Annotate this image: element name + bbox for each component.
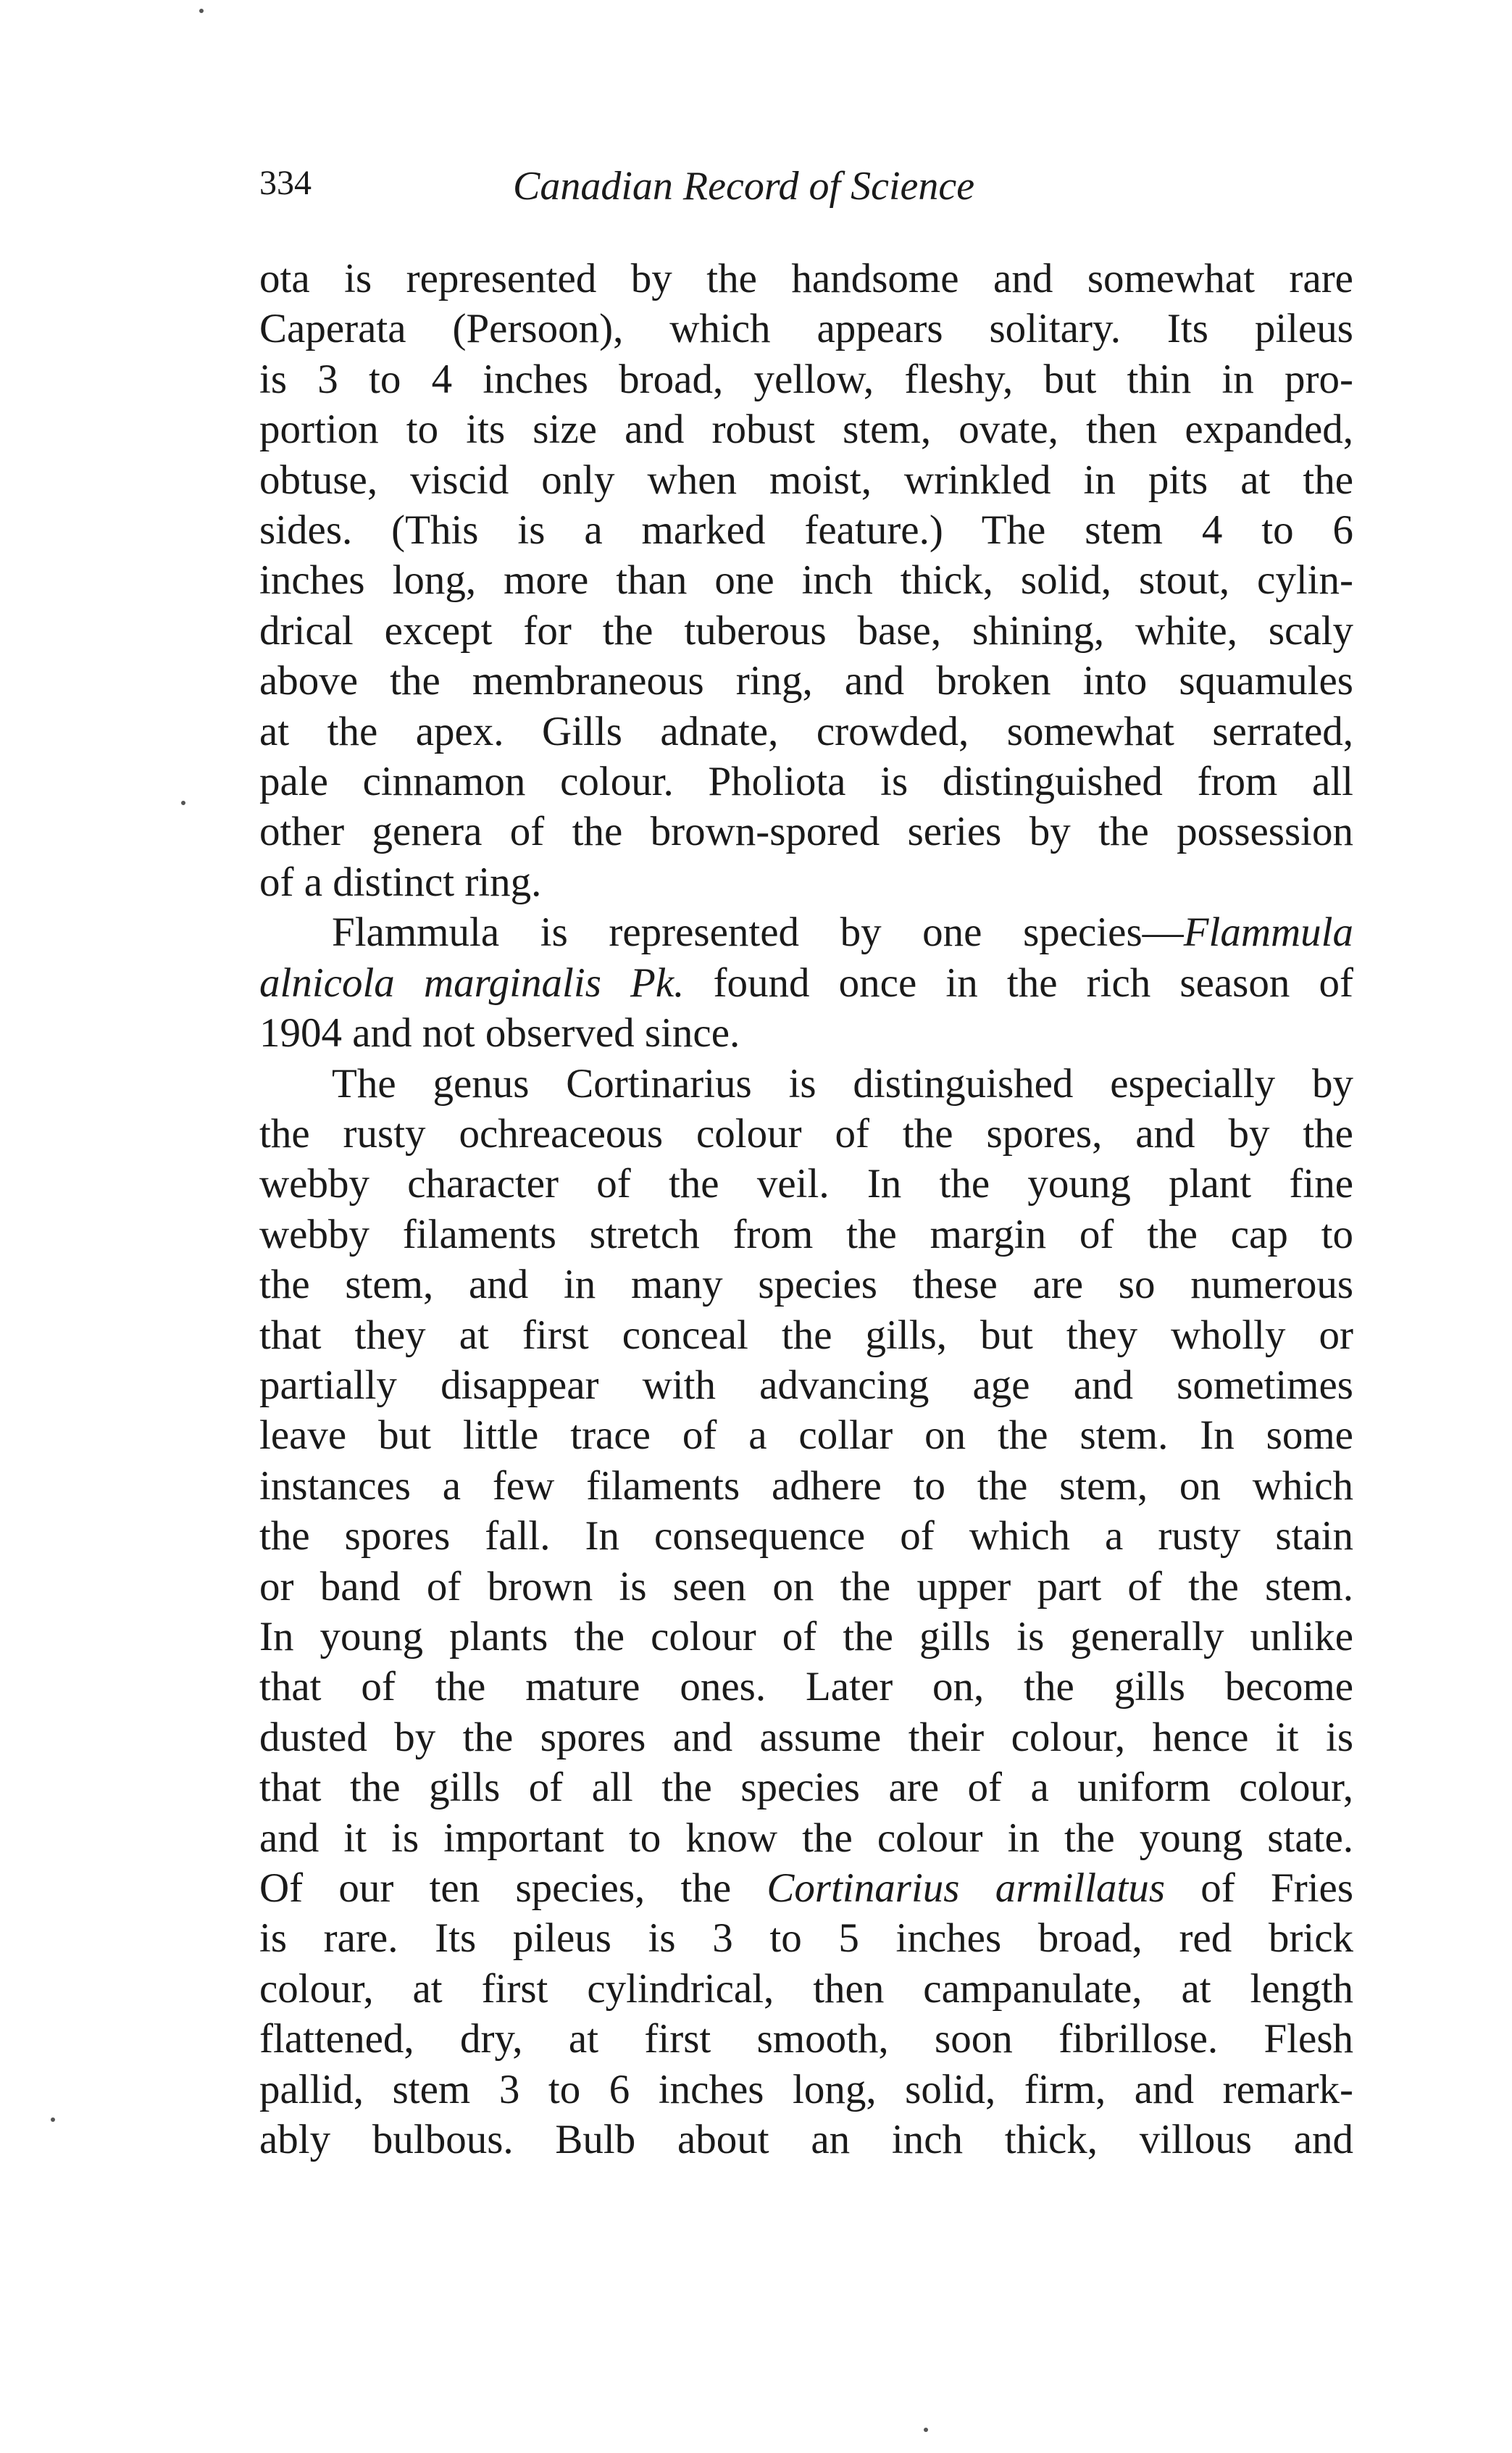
italic-text: Flammula <box>1183 909 1353 956</box>
text-run: pale cinnamon colour. Pholiota is distinguished from all <box>259 759 1353 805</box>
text-run: ota is represented by the handsome and somewhat rare <box>259 256 1353 301</box>
text-run: ably bulbous. Bulb about an inch thick, villous and <box>259 2117 1353 2163</box>
text-line <box>259 1662 1353 1712</box>
text-line <box>259 1964 1353 2014</box>
text-line <box>259 1712 1353 1762</box>
text-run: obtuse, viscid only when moist, wrinkled in pits at the <box>259 457 1353 503</box>
text-run: webby filaments stretch from the margin of the cap to <box>259 1211 1353 1257</box>
text-run: is rare. Its pileus is 3 to 5 inches broad, red brick <box>259 1915 1353 1962</box>
text-line <box>259 1913 1353 1963</box>
text-line <box>259 555 1353 605</box>
text-line <box>259 1109 1353 1159</box>
text-run: Flammula is represented by one species— <box>332 909 1184 956</box>
text-run: that of the mature ones. Later on, the gills become <box>259 1664 1353 1710</box>
text-line <box>259 1511 1353 1561</box>
text-line <box>259 857 1353 907</box>
text-line <box>259 1863 1353 1913</box>
text-line <box>259 404 1353 454</box>
text-line <box>259 1209 1353 1259</box>
text-run: other genera of the brown-spored series by the possession <box>259 809 1353 855</box>
text-run: and it is important to know the colour in the young state. <box>259 1815 1353 1861</box>
scan-speck <box>51 2117 55 2122</box>
text-run: pallid, stem 3 to 6 inches long, solid, firm, and remark- <box>259 2066 1353 2112</box>
text-line <box>259 1410 1353 1460</box>
text-line <box>259 354 1353 404</box>
text-run: the rusty ochreaceous colour of the spores, and by the <box>259 1110 1353 1157</box>
text-line <box>259 1562 1353 1612</box>
text-line <box>259 707 1353 757</box>
text-run: colour, at first cylindrical, then campanulate, at length <box>259 1965 1353 2012</box>
page-header <box>259 163 1361 221</box>
text-run: In young plants the colour of the gills is generally unlike <box>259 1613 1353 1659</box>
text-run: Caperata (Persoon), which appears solitary. Its pileus <box>259 306 1353 352</box>
text-run: flattened, dry, at first smooth, soon fibrillose. Flesh <box>259 2016 1353 2062</box>
text-line <box>259 807 1353 857</box>
text-line <box>259 1813 1353 1863</box>
text-line <box>259 1310 1353 1360</box>
scan-speck <box>924 2428 928 2432</box>
text-line <box>259 2115 1353 2165</box>
text-run: above the membraneous ring, and broken into squamules <box>259 658 1353 704</box>
italic-text: Cortinarius armillatus <box>767 1865 1166 1911</box>
text-line <box>259 455 1353 505</box>
scan-speck <box>199 9 204 13</box>
body-text <box>259 254 1353 2165</box>
text-run: of Fries <box>1165 1865 1354 1911</box>
text-run: drical except for the tuberous base, shining, white, scaly <box>259 607 1353 654</box>
text-run: sides. (This is a marked feature.) The stem 4 to 6 <box>259 507 1353 554</box>
running-title: Canadian Record of Science <box>513 164 975 209</box>
text-line <box>259 606 1353 656</box>
text-line <box>259 2014 1353 2064</box>
text-line <box>259 1159 1353 1209</box>
italic-text: alnicola marginalis Pk. <box>259 959 685 1006</box>
text-line <box>259 1259 1353 1309</box>
text-run: webby character of the veil. In the young plant fine <box>259 1161 1353 1207</box>
text-line <box>259 1059 1353 1109</box>
text-run: leave but little trace of a collar on the stem. In some <box>259 1412 1353 1459</box>
text-run: found once in the rich season of <box>684 959 1353 1006</box>
scan-speck <box>181 801 185 805</box>
text-line <box>259 757 1353 807</box>
text-line <box>259 254 1353 304</box>
text-run: The genus Cortinarius is distinguished especially by <box>332 1060 1353 1107</box>
text-run: dusted by the spores and assume their colour, hence it is <box>259 1714 1353 1760</box>
text-line <box>259 1762 1353 1812</box>
text-line <box>259 1008 1353 1058</box>
text-line <box>259 1360 1353 1410</box>
text-run: instances a few filaments adhere to the stem, on which <box>259 1462 1353 1509</box>
text-line <box>259 656 1353 706</box>
text-line <box>259 1461 1353 1511</box>
text-run: is 3 to 4 inches broad, yellow, fleshy, but thin in pro- <box>259 356 1353 402</box>
text-line <box>259 1612 1353 1662</box>
text-run: 1904 and not observed since. <box>259 1010 740 1057</box>
text-line <box>259 907 1353 957</box>
text-run: portion to its size and robust stem, ovate, then expanded, <box>259 407 1353 453</box>
text-run: or band of brown is seen on the upper part of the stem. <box>259 1563 1353 1609</box>
text-run: the spores fall. In consequence of which a rusty stain <box>259 1513 1353 1559</box>
text-run: inches long, more than one inch thick, solid, stout, cylin- <box>259 557 1353 604</box>
text-run: that they at first conceal the gills, but they wholly or <box>259 1312 1353 1358</box>
text-run: the stem, and in many species these are so numerous <box>259 1262 1353 1308</box>
text-run: Of our ten species, the <box>259 1865 767 1911</box>
page-number: 334 <box>259 164 312 202</box>
text-run: of a distinct ring. <box>259 859 542 905</box>
text-line <box>259 2065 1353 2115</box>
text-run: that the gills of all the species are of a uniform colour, <box>259 1765 1353 1811</box>
text-line <box>259 505 1353 555</box>
text-line <box>259 958 1353 1008</box>
text-line <box>259 304 1353 354</box>
text-run: partially disappear with advancing age and sometimes <box>259 1362 1353 1408</box>
text-run: at the apex. Gills adnate, crowded, somewhat serrated, <box>259 708 1353 754</box>
